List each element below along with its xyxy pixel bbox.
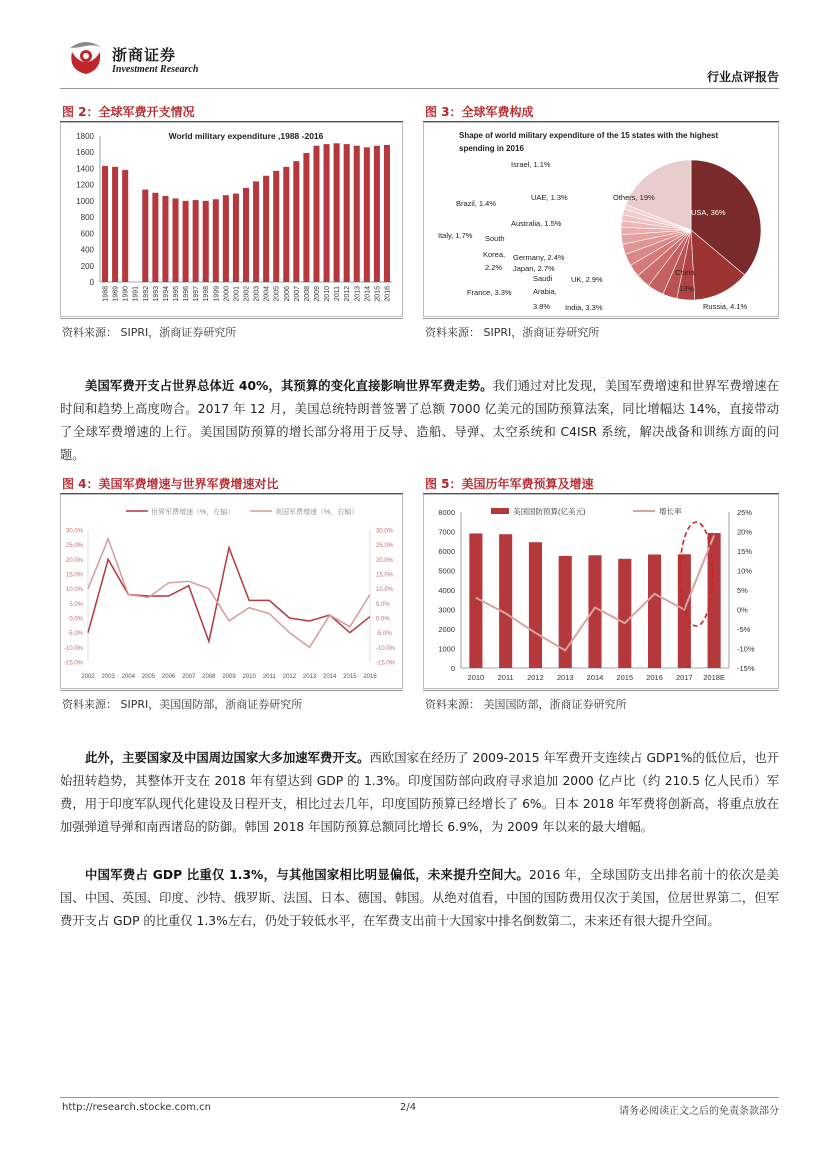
pie-label: Others, 19% [613, 193, 655, 202]
paragraph-neighbors-body: 西欧国家在经历了 2009-2015 年军费开支连续占 GDP1%的低位后，也开始扭转趋势，其整体开支在 2018 年有望达到 GDP 的 1.3%。印度国防部向政府寻求追加 2000 亿卢比（约 210.5 亿人民币）军费，用于印度军队现代化建设及日程开支，相比过去几年，印度国防预算已经增长了 6%。日本 2018 年军费将创新高，将重点放在加强弹道导弹和南西诸岛的防御。韩国 2018 年国防预算总额同比增长 6.9%，为 2009 年以来的最大增幅。 [60, 751, 779, 834]
bar-2001 [233, 194, 239, 282]
y-right-tick-label: 0% [737, 605, 748, 615]
y-left-tick-label: 4000 [438, 586, 455, 595]
bar-1997 [193, 200, 199, 282]
legend-label: 世界军费增速（%，左轴） [151, 509, 235, 516]
paragraph-us-share [60, 375, 779, 467]
y-left-tick-label: 0 [450, 664, 455, 673]
y-right-tick-label: 20% [737, 527, 753, 537]
y-left-tick-label: 6000 [438, 547, 455, 556]
company-logo-icon [66, 40, 106, 76]
bar-1990 [122, 170, 128, 282]
x-tick-label: 1992 [142, 286, 150, 302]
y-left-tick-label: 30.0% [65, 528, 83, 535]
paragraph-us-share-body: 我们通过对比发现，美国军费增速和世界军费增速在时间和趋势上高度吻合。2017 年 12 月，美国总统特朗普签署了总额 7000 亿美元的国防预算法案，同比增幅达 14%，直接带动了全球军费增速的上行。美国国防预算的增长部分将用于反导、造船、导弹、太空系统和 C4ISR 系统，解决战备和训练方面的问题。 [60, 379, 779, 462]
x-tick-label: 2016 [646, 673, 663, 682]
figure-3-title: 图 3：全球军费构成 [425, 105, 534, 119]
y-right-tick-label: -10% [737, 644, 755, 654]
figure-4-title: 图 4：美国军费增速与世界军费增速对比 [62, 477, 279, 491]
pie-label: UK, 2.9% [571, 275, 603, 284]
x-tick-label: 2007 [182, 674, 196, 680]
figure-2-chart [60, 122, 403, 317]
bar-2015 [618, 559, 631, 668]
chart-frame [61, 495, 403, 689]
figure-4-source: 资料来源： SIPRI，美国国防部，浙商证券研究所 [62, 698, 303, 711]
bar-2002 [243, 188, 249, 282]
bar-1994 [162, 196, 168, 282]
bar-1992 [142, 190, 148, 282]
bar-2010 [324, 144, 330, 282]
pie-label: Korea, [483, 250, 506, 259]
bar-2011 [334, 143, 340, 282]
y-right-tick-label: -5.0% [376, 631, 392, 638]
x-tick-label: 1993 [152, 286, 160, 302]
bar-2017 [678, 554, 691, 668]
y-right-tick-label: 15.0% [376, 572, 394, 579]
y-right-tick-label: 25.0% [376, 543, 394, 550]
y-left-tick-label: 2000 [438, 625, 455, 634]
pie-label: India, 3.3% [565, 303, 603, 312]
x-tick-label: 2012 [282, 674, 297, 680]
figure-3-bottom-rule [423, 318, 779, 319]
x-tick-label: 2006 [283, 286, 291, 302]
x-tick-label: 2016 [384, 286, 392, 302]
y-tick-label: 1400 [76, 164, 94, 174]
x-tick-label: 1991 [132, 286, 140, 302]
bar-2015 [374, 146, 380, 282]
y-tick-label: 1600 [76, 148, 94, 158]
pie-label: UAE, 1.3% [531, 193, 568, 202]
x-tick-label: 2004 [121, 674, 135, 680]
x-tick-label: 2007 [293, 286, 301, 302]
x-tick-label: 2009 [313, 286, 321, 302]
x-tick-label: 2014 [586, 673, 604, 682]
x-tick-label: 2013 [556, 673, 574, 682]
x-tick-label: 2008 [303, 286, 311, 302]
y-right-tick-label: -5% [737, 625, 751, 634]
x-tick-label: 2015 [616, 673, 634, 682]
legend-label-bars: 美国国防预算(亿美元) [513, 507, 586, 516]
pie-label: South [485, 234, 505, 243]
x-tick-label: 2011 [497, 673, 514, 682]
bar-2011 [499, 534, 512, 668]
bar-2016 [384, 145, 390, 282]
pie-label: Germany, 2.4% [513, 253, 565, 262]
x-tick-label: 2015 [343, 674, 357, 680]
figure-2-title: 图 2：全球军费开支情况 [62, 105, 195, 119]
bar-2014 [364, 147, 370, 282]
document-type: 行业点评报告 [706, 70, 779, 84]
chart-title-line-1: Shape of world military expenditure of the 15 states with the highest [459, 131, 719, 140]
x-tick-label: 2002 [81, 674, 95, 680]
x-tick-label: 2013 [302, 674, 317, 680]
bar-1996 [183, 201, 189, 282]
pie-label: 13% [679, 284, 695, 293]
x-tick-label: 2004 [263, 286, 271, 302]
x-tick-label: 2008 [202, 674, 216, 680]
chart-title-line-2: spending in 2016 [459, 144, 524, 153]
x-tick-label: 1988 [102, 286, 110, 302]
legend-label-line: 增长率 [659, 507, 682, 516]
x-tick-label: 2005 [141, 674, 156, 680]
pie-label: 2.2% [485, 263, 503, 272]
x-tick-label: 2012 [344, 286, 352, 302]
bar-2012 [344, 144, 350, 282]
y-right-tick-label: -15% [737, 664, 755, 673]
x-tick-label: 2014 [323, 674, 337, 680]
bar-2005 [273, 171, 279, 282]
bar-2000 [223, 195, 229, 282]
bar-1989 [112, 167, 118, 282]
pie-label: France, 3.3% [467, 288, 512, 297]
x-tick-label: 2014 [364, 286, 372, 302]
footer-divider [60, 1097, 779, 1098]
pie-label: Israel, 1.1% [511, 160, 551, 169]
x-tick-label: 2013 [354, 286, 362, 302]
figure-5-chart [423, 494, 779, 689]
x-tick-label: 2017 [675, 673, 693, 682]
x-tick-label: 2005 [273, 286, 281, 302]
x-tick-label: 2011 [334, 286, 342, 302]
figure-3-chart [423, 122, 779, 317]
figure-4-bottom-rule [60, 690, 403, 691]
pie-label: USA, 36% [691, 208, 726, 217]
y-tick-label: 1800 [76, 132, 94, 141]
legend-swatch-bars [491, 508, 509, 514]
x-tick-label: 2016 [363, 674, 377, 680]
y-right-tick-label: 0.0% [376, 616, 390, 623]
bar-1999 [213, 199, 219, 282]
y-left-tick-label: 5.0% [69, 601, 83, 608]
x-tick-label: 2001 [233, 286, 241, 302]
bar-2007 [293, 161, 299, 282]
company-name-en: Investment Research [112, 64, 199, 75]
y-tick-label: 0 [89, 278, 94, 287]
x-tick-label: 1994 [162, 286, 170, 302]
pie-label: Russia, 4.1% [703, 302, 748, 311]
bar-2012 [529, 542, 542, 668]
pie-label: Saudi [533, 274, 553, 283]
company-name-cn: 浙商证券 [112, 46, 177, 64]
pie-label: Australia, 1.5% [511, 219, 562, 228]
y-left-tick-label: 0.0% [69, 616, 83, 623]
y-tick-label: 1200 [76, 180, 94, 190]
legend-label: 美国军费增速（%，右轴） [275, 509, 359, 516]
bar-2004 [263, 176, 269, 282]
header-divider [60, 88, 779, 89]
y-right-tick-label: 15% [737, 547, 753, 556]
y-right-tick-label: 5% [737, 586, 748, 595]
paragraph-us-share-lead: 美国军费开支占世界总体近 40%，其预算的变化直接影响世界军费走势。 [85, 379, 493, 393]
footer-page-number: 2/4 [400, 1102, 417, 1113]
y-right-tick-label: 10.0% [376, 587, 394, 594]
paragraph-neighbors [60, 747, 779, 839]
y-left-tick-label: 25.0% [65, 543, 83, 550]
y-left-tick-label: -15.0% [63, 660, 83, 667]
figure-2-bottom-rule [60, 318, 403, 319]
figure-5-bottom-rule [423, 690, 779, 691]
bar-2003 [253, 181, 259, 282]
y-right-tick-label: 5.0% [376, 601, 390, 608]
x-tick-label: 2010 [324, 286, 332, 302]
bar-1998 [203, 201, 209, 282]
pie-label: China, [675, 268, 697, 277]
footer-disclaimer: 请务必阅读正文之后的免责条款部分 [619, 1106, 779, 1117]
y-tick-label: 400 [80, 245, 94, 255]
bar-1993 [152, 193, 158, 282]
figure-5-source: 资料来源： 美国国防部，浙商证券研究所 [425, 698, 627, 711]
x-tick-label: 2010 [242, 674, 256, 680]
chart-title: World military expenditure ,1988 -2016 [168, 131, 324, 141]
x-tick-label: 2011 [262, 674, 276, 680]
y-left-tick-label: -5.0% [67, 631, 83, 638]
pie-label: Japan, 2.7% [513, 264, 555, 273]
paragraph-neighbors-lead: 此外，主要国家及中国周边国家大多加速军费开支。 [85, 751, 370, 765]
x-tick-label: 2018E [703, 673, 725, 682]
figure-4-chart [60, 494, 403, 689]
figure-3-source: 资料来源： SIPRI，浙商证券研究所 [425, 326, 600, 339]
bar-2008 [303, 153, 309, 282]
y-right-tick-label: -15.0% [376, 660, 396, 667]
y-right-tick-label: 20.0% [376, 557, 394, 564]
y-left-tick-label: 3000 [438, 605, 455, 615]
pie-label: Arabia, [533, 287, 557, 296]
series-line-1 [88, 539, 370, 648]
bar-2014 [588, 555, 601, 668]
x-tick-label: 2002 [243, 286, 251, 302]
y-right-tick-label: 10% [737, 566, 753, 576]
x-tick-label: 1999 [213, 286, 221, 302]
y-tick-label: 200 [80, 261, 94, 271]
x-tick-label: 2012 [527, 673, 544, 682]
x-tick-label: 2009 [222, 674, 236, 680]
x-tick-label: 1989 [112, 286, 120, 302]
figure-5-title: 图 5：美国历年军费预算及增速 [425, 477, 594, 491]
figure-2-source: 资料来源： SIPRI，浙商证券研究所 [62, 326, 237, 339]
y-left-tick-label: 5000 [438, 566, 455, 576]
y-left-tick-label: 15.0% [65, 572, 83, 579]
y-right-tick-label: 25% [737, 508, 753, 517]
x-tick-label: 1997 [193, 286, 201, 302]
y-left-tick-label: 20.0% [65, 557, 83, 564]
x-tick-label: 2010 [467, 673, 485, 682]
bar-2009 [313, 146, 319, 282]
paragraph-china-gdp-body: 2016 年，全球国防支出排名前十的依次是美国、中国、英国、印度、沙特、俄罗斯、法国、日本、德国、韩国。从绝对值看，中国的国防费用仅次于美国，位居世界第二，但军费开支占 GDP 的比重仅 1.3%左右，仍处于较低水平，在军费支出前十大国家中排名倒数第二，未来还有很大提升空间。 [60, 868, 779, 928]
paragraph-china-gdp [60, 864, 779, 933]
pie-label: Italy, 1.7% [438, 231, 473, 240]
footer-url[interactable]: http://research.stocke.com.cn [62, 1102, 211, 1113]
y-left-tick-label: 7000 [438, 527, 455, 537]
pie-label: Brazil, 1.4% [456, 199, 497, 208]
y-tick-label: 1000 [76, 196, 94, 206]
y-left-tick-label: 10.0% [65, 587, 83, 594]
x-tick-label: 1996 [183, 286, 191, 302]
y-left-tick-label: -10.0% [63, 645, 83, 652]
bar-2016 [648, 555, 661, 668]
y-tick-label: 800 [80, 213, 94, 223]
x-tick-label: 1990 [122, 286, 130, 302]
bar-2013 [354, 146, 360, 282]
bar-1988 [102, 166, 108, 282]
y-right-tick-label: 30.0% [376, 528, 394, 535]
bar-2006 [283, 167, 289, 282]
y-tick-label: 600 [80, 229, 94, 239]
y-left-tick-label: 8000 [438, 508, 455, 517]
x-tick-label: 2003 [101, 674, 115, 680]
paragraph-china-gdp-lead: 中国军费占 GDP 比重仅 1.3%，与其他国家相比明显偏低，未来提升空间大。 [85, 868, 529, 882]
x-tick-label: 2000 [223, 286, 231, 302]
bar-1995 [172, 198, 178, 282]
x-tick-label: 2015 [374, 286, 382, 302]
y-left-tick-label: 1000 [438, 644, 455, 654]
x-tick-label: 2006 [161, 674, 176, 680]
x-tick-label: 1995 [173, 286, 181, 302]
y-right-tick-label: -10.0% [376, 645, 396, 652]
x-tick-label: 1998 [203, 286, 211, 302]
x-tick-label: 2003 [253, 286, 261, 302]
pie-label: 3.8% [533, 302, 551, 311]
